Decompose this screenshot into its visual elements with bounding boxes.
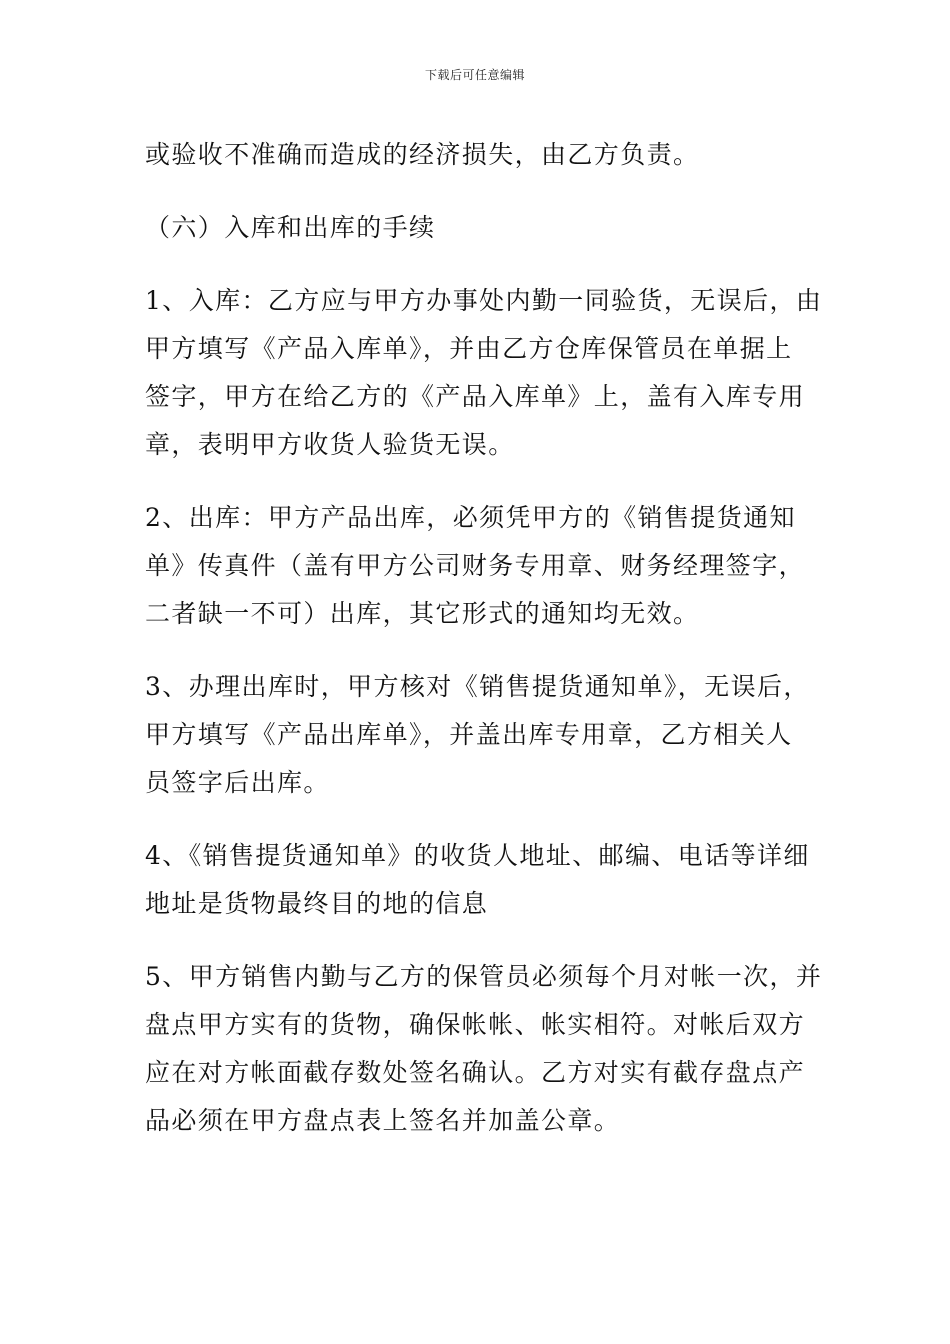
paragraph-line: 4、《销售提货通知单》的收货人地址、邮编、电话等详细: [145, 841, 810, 870]
paragraph-line: 地址是货物最终目的地的信息: [145, 889, 489, 918]
paragraph-line: 应在对方帐面截存数处签名确认。乙方对实有截存盘点产: [145, 1058, 806, 1087]
paragraph-line: 2、出库：甲方产品出库，必须凭甲方的《销售提货通知: [145, 503, 796, 532]
paragraph-line: 或验收不准确而造成的经济损失，由乙方负责。: [145, 140, 700, 169]
paragraph-line: 品必须在甲方盘点表上签名并加盖公章。: [145, 1106, 621, 1135]
paragraph-inbound: [145, 277, 823, 469]
paragraph-line: 盘点甲方实有的货物，确保帐帐、帐实相符。对帐后双方: [145, 1010, 806, 1039]
paragraph-outbound-process: [145, 663, 815, 807]
paragraph-reconciliation: [145, 953, 823, 1145]
paragraph-line: 签字，甲方在给乙方的《产品入库单》上，盖有入库专用: [145, 382, 806, 411]
paragraph-line: 5、甲方销售内勤与乙方的保管员必须每个月对帐一次，并: [145, 962, 823, 991]
paragraph-line: 章，表明甲方收货人验货无误。: [145, 430, 515, 459]
paragraph-line: 甲方填写《产品入库单》，并由乙方仓库保管员在单据上: [145, 334, 793, 363]
section-heading: [145, 204, 815, 252]
paragraph-line: 单》传真件（盖有甲方公司财务专用章、财务经理签字，: [145, 551, 806, 580]
paragraph-1: [145, 131, 815, 179]
paragraph-line: （六）入库和出库的手续: [145, 213, 436, 242]
paragraph-notice-info: [145, 832, 815, 928]
paragraph-line: 3、办理出库时，甲方核对《销售提货通知单》，无误后，: [145, 672, 810, 701]
page-header: 下载后可任意编辑: [424, 68, 525, 82]
paragraph-line: 二者缺一不可）出库，其它形式的通知均无效。: [145, 599, 700, 628]
paragraph-line: 1、入库：乙方应与甲方办事处内勤一同验货，无误后，由: [145, 286, 823, 315]
document-body: [145, 131, 823, 1145]
paragraph-outbound: [145, 494, 815, 638]
paragraph-line: 甲方填写《产品出库单》，并盖出库专用章，乙方相关人: [145, 720, 793, 749]
paragraph-line: 员签字后出库。: [145, 768, 330, 797]
